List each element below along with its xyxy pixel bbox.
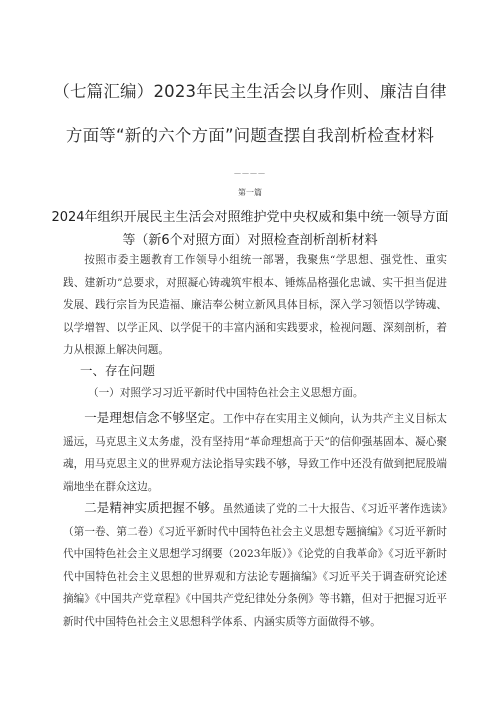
paragraph-lead: 一是理想信念不够坚定。 [84,410,223,425]
part-label: 第一篇 [238,188,262,197]
paragraph-body: 虽然通读了党的二十大报告、《习近平著作选读》（第一卷、第二卷）《习近平新时代中国特色社会主义思想专题摘编》《习近平新时代中国特色社会主义思想学习纲要（2023年版）》《论党的自我革命》《习近平新时代中国特色社会主义思想的世界观和方法论专题摘编》《习近平关于调查研究论述摘编》《中国共产党章程》《中国共产党纪律处分条例》等书籍，但对于把握习近平新时代中国特色社会主义思想科学体系、内涵实质等方面做得不够。 [63,503,447,628]
section-heading-problems: 一、存在问题 [80,363,156,378]
paragraph-body: 工作中存在实用主义倾向，认为共产主义目标太遥远，马克思主义太务虚，没有坚持用“革命理想高于天”的信仰强基固本、凝心聚魂，用马克思主义的世界观方法论指导实践不够，导致工作中还没有做到把屁股端端地坐在群众这边。 [63,413,447,493]
document-title-line-2: 方面等“新的六个方面”问题查摆自我剖析检查材料 [65,126,435,145]
paragraph-ideals [63,407,447,498]
paragraph-spirit [63,497,447,633]
article-heading-line-2: 等（新6个对照方面）对照检查剖析剖析材料 [122,233,378,248]
intro-paragraph: 按照市委主题教育工作领导小组统一部署，我聚焦“学思想、强党性、重实践、建新功”总要求，对照凝心铸魂筑牢根本、锤炼品格强化忠诚、实干担当促进发展、践行宗旨为民造福、廉洁奉公树立新风具体目标，深入学习领悟以学铸魂、以学增智、以学正风、以学促干的丰富内涵和实践要求，检视问题、深刻剖析，着力从根源上解决问题。 [63,254,447,356]
article-heading-line-1: 2024年组织开展民主生活会对照维护党中央权威和集中统一领导方面 [51,210,449,225]
subsection-heading-1: （一）对照学习习近平新时代中国特色社会主义思想方面。 [88,387,364,399]
separator-dashes: ———— [234,169,266,177]
paragraph-lead: 二是精神实质把握不够。 [84,500,223,515]
document-title-line-1: （七篇汇编）2023年民主生活会以身作则、廉洁自律 [53,82,447,101]
